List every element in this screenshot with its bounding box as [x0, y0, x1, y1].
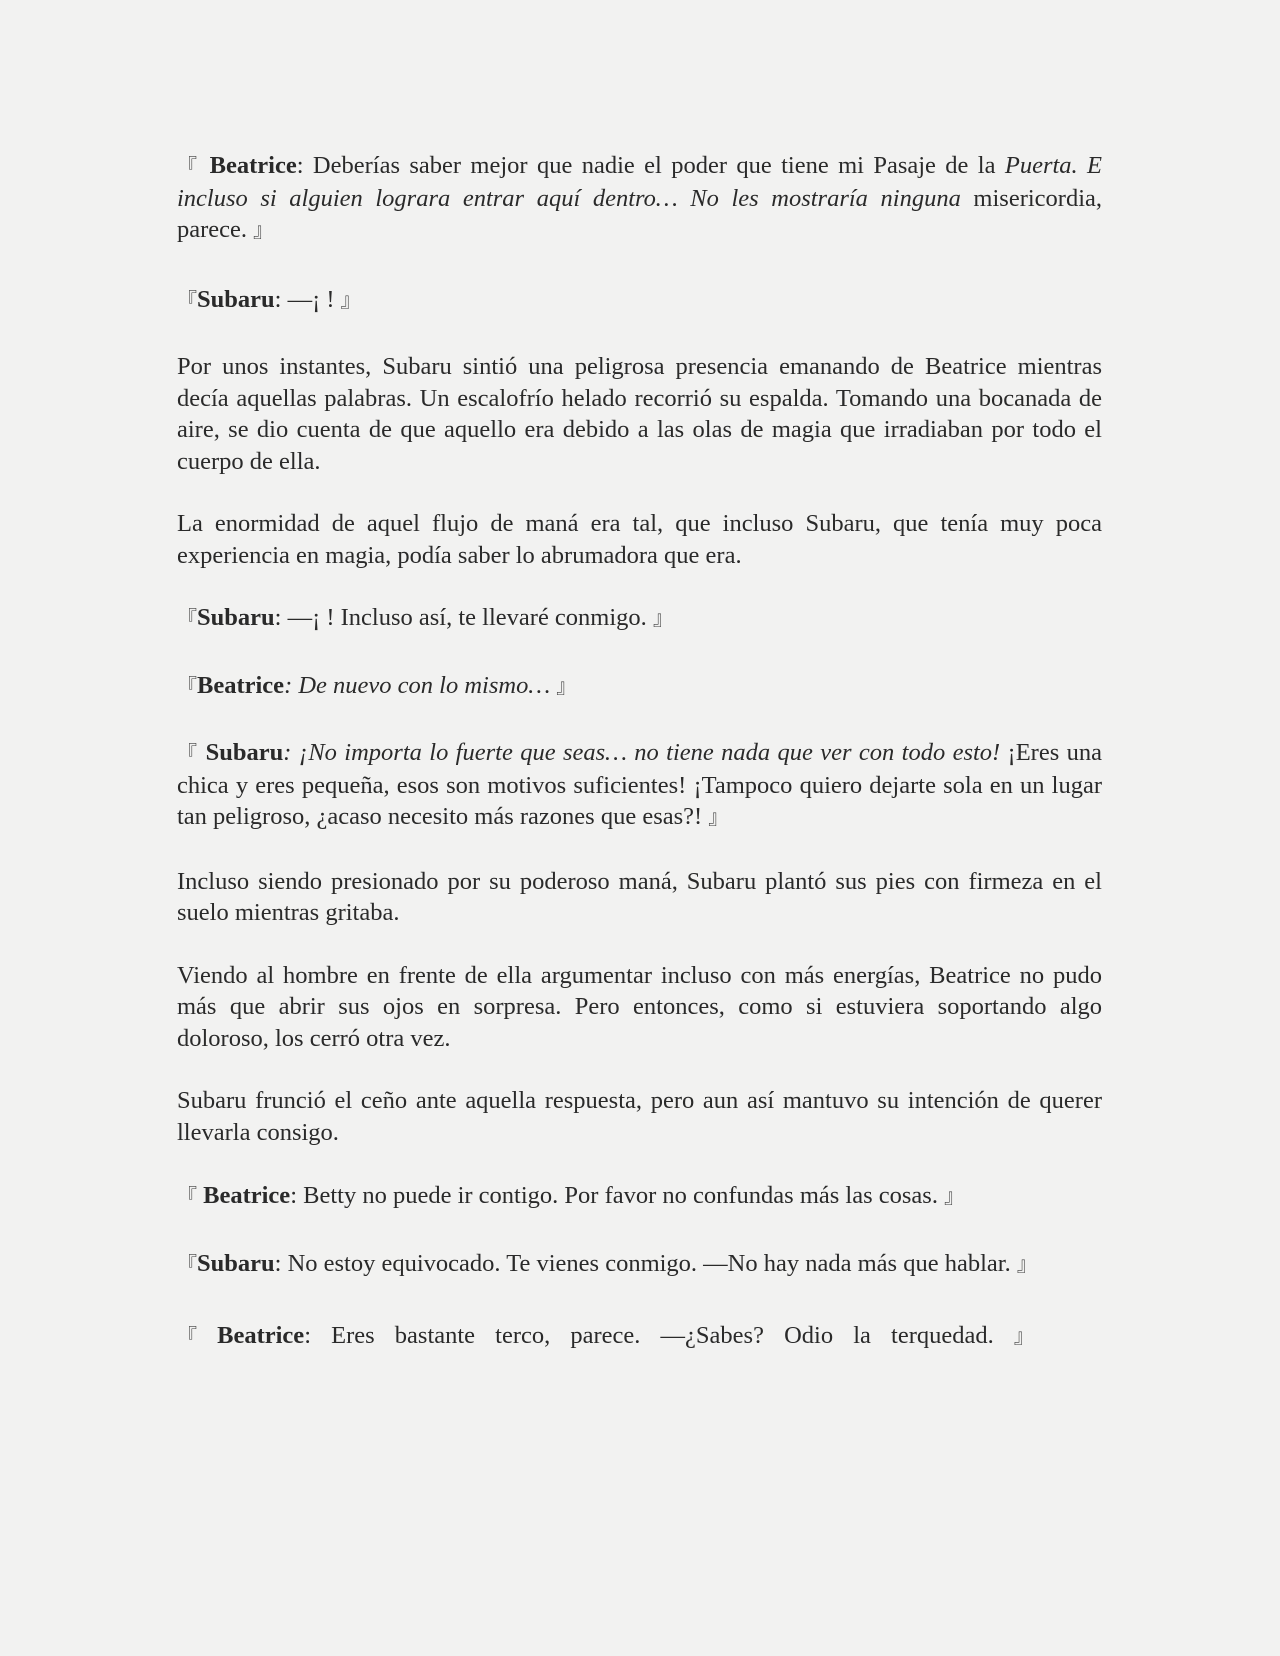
dialogue-text-italic: Puerta. E incluso si alguien lograra entrar aquí dentro… No les mostraría ninguna: [177, 152, 1103, 212]
dialogue-text: —¡ !: [281, 285, 341, 313]
speaker-separator: :: [283, 739, 292, 766]
open-bracket: 『: [177, 741, 199, 765]
speaker-separator: :: [274, 604, 282, 631]
speaker-name: Subaru: [197, 604, 275, 631]
speaker-separator: :: [296, 152, 304, 179]
open-bracket: 『: [177, 287, 197, 312]
dialogue-text-italic: De nuevo con lo mismo…: [292, 671, 557, 699]
speaker-name: Subaru: [205, 739, 284, 766]
speaker-separator: :: [284, 671, 293, 699]
close-bracket: 』: [556, 673, 577, 698]
speaker-name: Subaru: [197, 1249, 275, 1277]
speaker-separator: :: [274, 285, 282, 313]
document-page: [177, 150, 1102, 1383]
open-bracket: 『: [177, 1324, 197, 1348]
speaker-name: Beatrice: [209, 152, 297, 179]
speaker-name: Subaru: [197, 285, 275, 313]
open-bracket: 『: [177, 673, 197, 698]
open-bracket: 『: [177, 154, 201, 178]
dialogue-beatrice-1: [177, 150, 1102, 247]
dialogue-text: Betty no puede ir contigo. Por favor no confundas más las cosas.: [297, 1182, 945, 1209]
close-bracket: 』: [1016, 1251, 1037, 1276]
close-bracket: 』: [340, 287, 361, 312]
speaker-separator: :: [304, 1322, 311, 1349]
dialogue-beatrice-3: [177, 1180, 1102, 1213]
dialogue-text: Deberías saber mejor que nadie el poder que tiene mi Pasaje de la: [303, 152, 1005, 179]
dialogue-text-italic: ¡No importa lo fuerte que seas… no tiene nada que ver con todo esto!: [291, 739, 1001, 766]
open-bracket: 『: [177, 1251, 197, 1276]
dialogue-subaru-3: [177, 737, 1102, 834]
speaker-name: Beatrice: [217, 1322, 305, 1349]
open-bracket: 『: [177, 606, 197, 630]
narration-paragraph: Incluso siendo presionado por su poderoso maná, Subaru plantó sus pies con firmeza en el suelo mientras gritaba.: [177, 867, 1102, 926]
narration-paragraph: Por unos instantes, Subaru sintió una peligrosa presencia emanando de Beatrice mientras decía aquellas palabras. Un escalofrío helado recorrió su espalda. Tomando una bocanada de aire, se dio cuenta de que aquello era debido a las olas de magia que irradiaban por todo el cuerpo de ella.: [177, 353, 1102, 475]
dialogue-subaru-4: [177, 1248, 1102, 1281]
open-bracket: 『: [177, 1184, 197, 1208]
close-bracket: 』: [944, 1184, 965, 1208]
dialogue-beatrice-4: [177, 1320, 1102, 1353]
speaker-separator: :: [290, 1182, 297, 1209]
close-bracket: 』: [253, 218, 274, 242]
speaker-name: Beatrice: [203, 1182, 291, 1209]
dialogue-subaru-1: [177, 284, 1102, 317]
dialogue-text: Eres bastante terco, parece. —¿Sabes? Odio la terquedad.: [311, 1322, 1014, 1349]
dialogue-text: ¡Eres una chica y eres pequeña, esos son motivos suficientes! ¡Tampoco quiero dejarte sola en un lugar tan peligroso, ¿acaso necesito más razones que esas?!: [177, 739, 1102, 830]
close-bracket: 』: [708, 805, 729, 829]
narration-paragraph: Viendo al hombre en frente de ella argumentar incluso con más energías, Beatrice no pudo más que abrir sus ojos en sorpresa. Pero entonces, como si estuviera soportando algo doloroso, los cerró otra vez.: [177, 961, 1102, 1052]
dialogue-text: No estoy equivocado. Te vienes conmigo. —No hay nada más que hablar.: [281, 1249, 1017, 1277]
dialogue-text: misericordia, parece.: [177, 184, 1102, 243]
dialogue-beatrice-2: [177, 670, 1102, 703]
narration-paragraph: La enormidad de aquel flujo de maná era tal, que incluso Subaru, que tenía muy poca experiencia en magia, podía saber lo abrumadora que era.: [177, 510, 1102, 569]
speaker-separator: :: [274, 1249, 282, 1277]
speaker-name: Beatrice: [197, 671, 285, 699]
dialogue-text: —¡ ! Incluso así, te llevaré conmigo.: [281, 604, 653, 631]
close-bracket: 』: [652, 606, 673, 630]
close-bracket: 』: [1013, 1324, 1034, 1348]
narration-paragraph: Subaru frunció el ceño ante aquella respuesta, pero aun así mantuvo su intención de querer llevarla consigo.: [177, 1087, 1102, 1146]
dialogue-subaru-2: [177, 602, 1102, 635]
